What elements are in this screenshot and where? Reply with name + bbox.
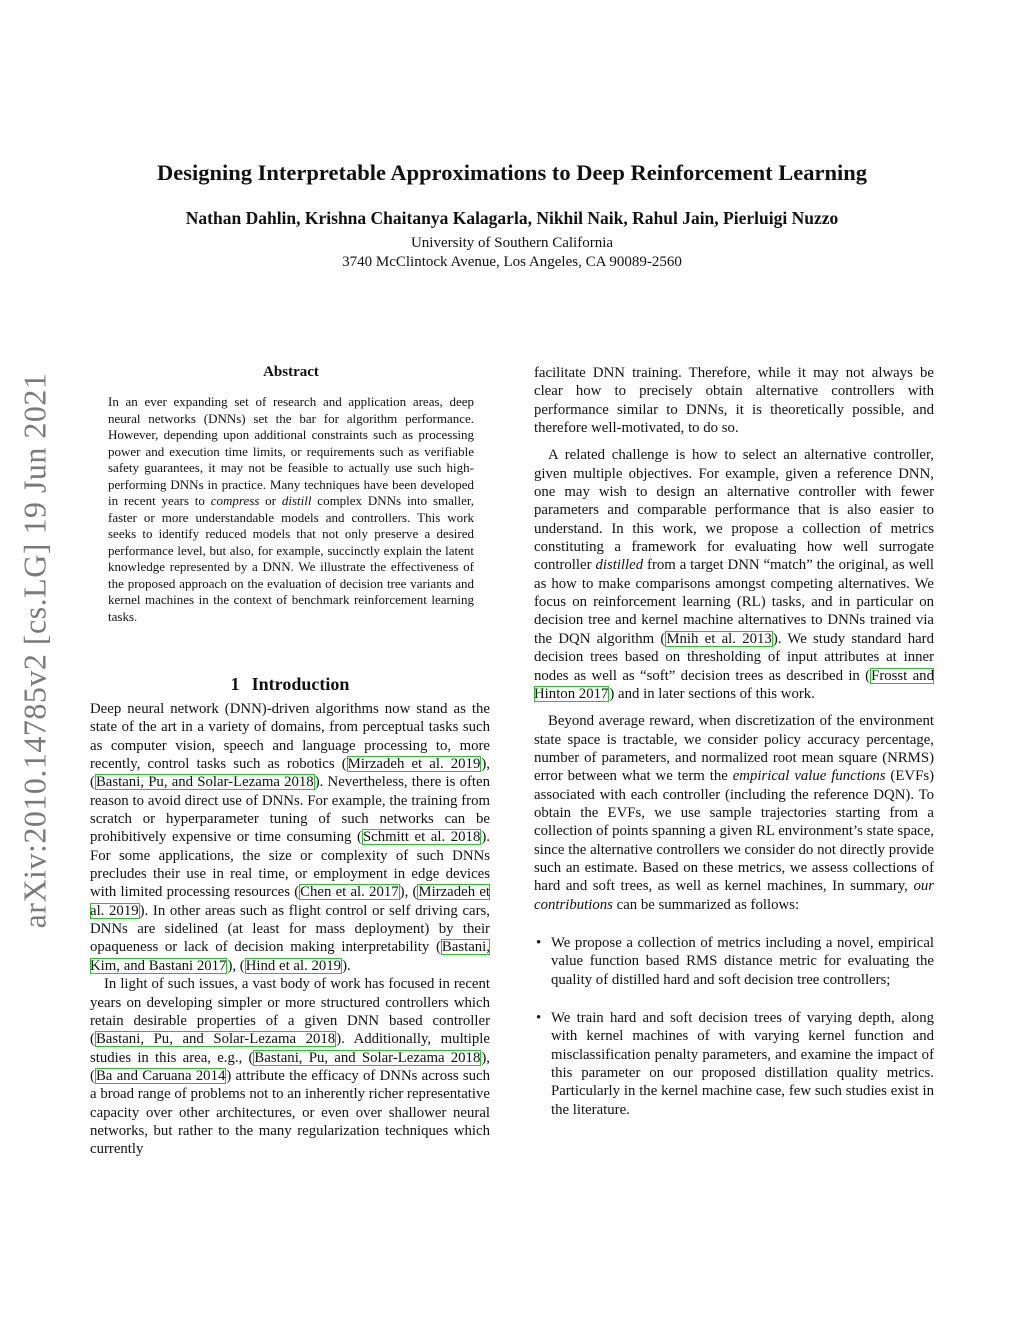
paragraph-text: ). In other areas such as flight control or self driving cars, DNNs are sidelined (at least for mass deployment) by their opaqueness or lack of decision making interpretability ( [90,902,491,956]
emphasis-text: distilled [595,557,644,574]
paragraph-text: A related challenge is how to select an alternative controller, given multiple objectives. For example, given a reference DNN, one may wish to design an alternative controller with fewer parameters and comparable performance that is also easier to understand. In this work, we propose a collection of metrics constituting a framework for evaluating how well surrogate controller [534,447,934,574]
citation-link[interactable]: Ba and Caruana 2014 [95,1067,226,1084]
list-item-text: We train hard and soft decision trees of varying depth, along with kernel machines of with varying kernel function and misclassification penalty parameters, and examine the impact of this parameter on our proposed distillation quality metrics. Particularly in the kernel machine case, few such studies exist in the literature. [551,1010,934,1118]
emphasis-text: empirical value functions [732,768,886,785]
section-heading-introduction [90,674,490,695]
paragraph-text: ), ( [90,1049,490,1084]
bullet-icon: • [536,934,542,951]
intro-paragraph [534,712,934,914]
paragraph-text: (EVFs) associated with each controller (including the reference DQN). To obtain the EVFs, we use sample trajectories starting from a collection of points spanning a given RL environment’s state space, since the alternative controllers we consider do not directly provide such an estimate. Based on these metrics, we assess collections of hard and soft trees, as well as kernel machines, In summary, [534,768,935,895]
citation-link[interactable]: Bastani, Kim, and Bastani 2017 [90,939,490,974]
citation-link[interactable]: Mirzadeh et al. 2019 [90,884,491,919]
paragraph-text: Beyond average reward, when discretization of the environment state space is tractable, we consider policy accuracy percentage, number of parameters, and normalized root mean square (NRMS) error between what we term the [534,713,934,785]
paragraph-text: Deep neural network (DNN)-driven algorithms now stand as the state of the art in a variety of domains, from perceptual tasks such as computer vision, speech and language processing to, more recently, control tasks such as robotics ( [90,701,490,773]
intro-paragraph [90,975,490,1158]
paragraph-text: can be summarized as follows: [612,896,800,913]
arxiv-identifier-stamp [0,360,70,940]
paragraph-text: from a target DNN “match” the original, as well as how to make comparisons amongst competing alternatives. We focus on reinforcement learning (RL) tasks, and in particular on decision tree and kernel machine alternatives to DNNs trained via the DQN algorithm ( [534,557,934,647]
bullet-icon: • [536,1010,542,1026]
paragraph-text: ) and in later sections of this work. [609,685,815,702]
abstract-text: In an ever expanding set of research and application areas, deep neural networks (DNNs) set the bar for algorithm performance. However, depending upon additional constraints such as processing power and execution time limits, or requirements such as verifiable safety guarantees, it may not be feasible to actually use such high-performing DNNs in practice. Many techniques have been developed in recent years to [108,394,474,508]
abstract-text: or [259,493,282,508]
abstract-emphasis: compress [210,493,260,508]
paragraph-text: In light of such issues, a vast body of work has focused in recent years on developing simpler or more structured controllers which retain desirable properties of a given DNN based controller ( [90,976,490,1048]
abstract-heading: Abstract [263,364,319,380]
list-item-text: We propose a collection of metrics including a novel, empirical value function based RMS distance metric for evaluating the quality of distilled hard and soft decision tree controllers; [551,934,934,988]
list-item [534,1009,934,1119]
citation-link[interactable]: Bastani, Pu, and Solar-Lezama 2018 [254,1049,481,1066]
intro-paragraph [534,446,934,703]
section-title: Introduction [251,674,350,694]
paragraph-text: ) attribute the efficacy of DNNs across such a broad range of problems not to an inherently richer representative capacity over other architectures, or even over shallower neural networks, but rather to the many regularization techniques which currently [90,1067,491,1158]
paragraph-text: ). Nevertheless, there is often reason to avoid direct use of DNNs. For example, the training from scratch or hyperparameter tuning of such networks can be prohibitively expensive or time consuming ( [90,774,490,846]
citation-link[interactable]: Mnih et al. 2013 [666,630,772,647]
affiliation-address: 3740 McClintock Avenue, Los Angeles, CA 90089-2560 [342,254,682,270]
contributions-list [534,934,934,1119]
paragraph-text: ). We study standard hard decision trees based on thresholding of input attributes at inner nodes as well as “soft” decision trees as described in ( [534,630,934,684]
list-item [534,934,934,989]
paragraph-text: facilitate DNN training. Therefore, while it may not always be clear how to precisely obtain alternative controllers with performance similar to DNNs, it is theoretically possible, and therefore well-motivated, to do so. [534,365,934,437]
citation-link[interactable]: Schmitt et al. 2018 [362,829,481,846]
citation-link[interactable]: Bastani, Pu, and Solar-Lezama 2018 [95,1031,336,1048]
emphasis-text: our contributions [534,878,934,913]
paper-title: Designing Interpretable Approximations to Deep Reinforcement Learning [157,160,867,185]
abstract-body [108,394,474,625]
paragraph-text: ), ( [90,756,490,791]
section-number: 1 [230,674,240,694]
abstract-text: complex DNNs into smaller, faster or more understandable models and controllers. This work seeks to identify reduced models that not only preserve a desired performance level, but also, for example, succinctly explain the latent knowledge represented by a DNN. We illustrate the effectiveness of the proposed approach on the evaluation of decision tree variants and kernel machines in the context of benchmark reinforcement learning tasks. [108,493,474,624]
author-list: Nathan Dahlin, Krishna Chaitanya Kalagarla, Nikhil Naik, Rahul Jain, Pierluigi Nuzzo [185,208,839,228]
paragraph-text: ), ( [399,884,418,901]
paragraph-text: ). For some applications, the size or complexity of such DNNs precludes their use in real time, or employment in edge devices with limited processing resources ( [90,829,490,901]
citation-link[interactable]: Chen et al. 2017 [300,884,399,901]
citation-link[interactable]: Hind et al. 2019 [245,957,342,974]
paragraph-text: ). [342,957,351,974]
paragraph-text: ). Additionally, multiple studies in this area, e.g., ( [90,1031,490,1066]
intro-paragraph [534,364,934,437]
abstract-emphasis: distill [281,493,312,508]
affiliation-institution: University of Southern California [410,235,614,251]
citation-link[interactable]: Bastani, Pu, and Solar-Lezama 2018 [95,774,314,791]
intro-paragraph [90,700,490,975]
citation-link[interactable]: Mirzadeh et al. 2019 [347,756,481,773]
paragraph-text: ), ( [227,957,245,974]
arxiv-id-text: arXiv:2010.14785v2 [cs.LG] 19 Jun 2021 [16,372,53,928]
left-column [90,700,490,1159]
right-column [534,364,934,1139]
citation-link[interactable]: Frosst and Hinton 2017 [534,667,934,702]
